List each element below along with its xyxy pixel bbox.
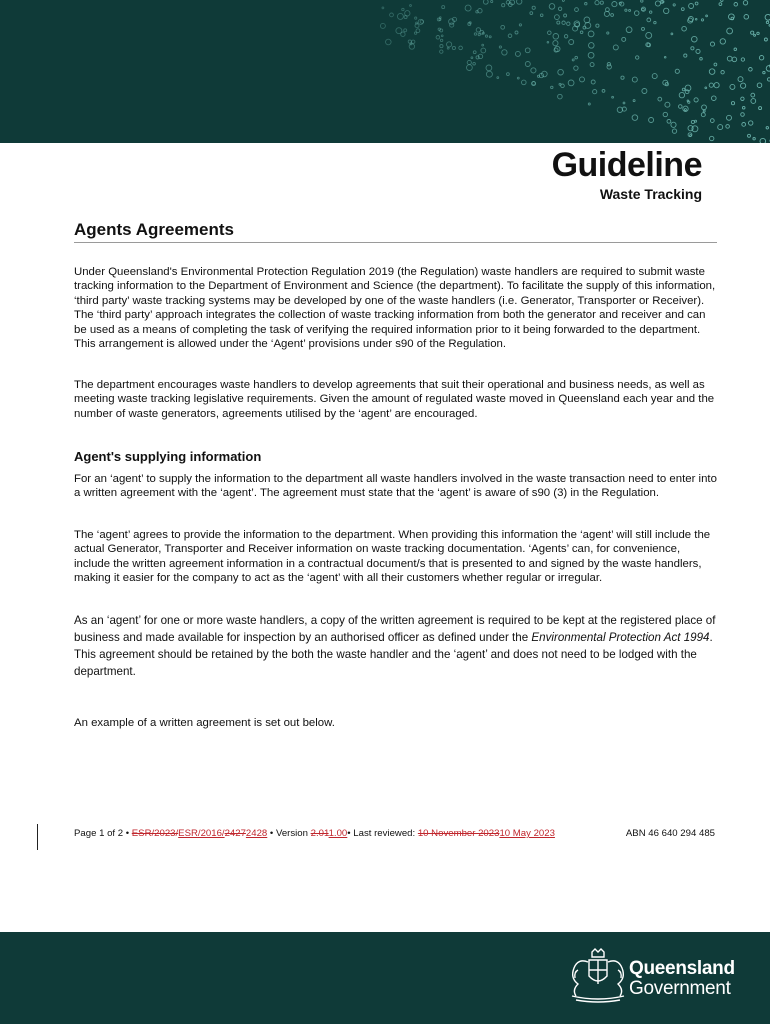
header-banner <box>0 0 770 143</box>
decorative-dot <box>763 71 765 73</box>
decorative-dot <box>593 90 597 94</box>
decorative-dot <box>738 77 743 82</box>
decorative-dot <box>442 6 445 9</box>
decorative-dot <box>649 118 654 123</box>
decorative-dot <box>727 115 732 120</box>
decorative-dot <box>564 35 567 38</box>
decorative-dot <box>564 14 567 17</box>
decorative-dot <box>690 135 692 137</box>
decorative-dot <box>765 14 770 20</box>
decorative-dot <box>568 80 574 86</box>
document-subtitle: Waste Tracking <box>599 186 702 202</box>
decorative-dot <box>478 9 482 13</box>
decorative-dot <box>476 28 480 32</box>
decorative-dot <box>742 123 746 127</box>
title-block <box>552 146 702 202</box>
decorative-dot <box>402 8 404 10</box>
decorative-dot <box>404 29 407 32</box>
decorative-dot <box>727 56 732 61</box>
abn-number: ABN 46 640 294 485 <box>625 828 715 839</box>
decorative-dot <box>557 21 560 24</box>
wordmark-line-1: Queensland <box>629 958 735 979</box>
decorative-dot <box>718 125 723 130</box>
decorative-dot <box>636 56 639 59</box>
decorative-dot <box>757 83 762 88</box>
decorative-dot <box>440 39 442 41</box>
decorative-dot <box>655 1 660 6</box>
decorative-dot <box>679 92 684 97</box>
decorative-dot <box>695 19 697 21</box>
decorative-dot <box>517 0 522 4</box>
decorative-dot <box>692 36 698 42</box>
decorative-dot <box>734 3 738 7</box>
decorative-dot <box>588 103 590 105</box>
decorative-dot <box>515 31 518 34</box>
decorative-dot <box>709 69 715 75</box>
decorative-dot <box>760 138 766 143</box>
decorative-dot <box>501 25 505 29</box>
decorative-dot <box>486 65 492 71</box>
decorative-dot <box>438 28 440 30</box>
decorative-dot <box>702 105 707 110</box>
version-label: • Version <box>267 828 311 839</box>
decorative-dot <box>632 115 638 121</box>
decorative-dot <box>764 38 767 41</box>
reviewed-label: • Last reviewed: <box>347 828 418 839</box>
decorative-dot <box>642 27 645 30</box>
decorative-dot <box>694 98 698 102</box>
decorative-dot <box>525 48 530 53</box>
queensland-coat-of-arms-icon <box>562 948 634 1004</box>
decorative-dot <box>634 11 639 16</box>
decorative-dot <box>471 57 473 59</box>
decorative-dot <box>478 34 480 36</box>
subsection-paragraph-1: For an ‘agent’ to supply the information to the department all waste handlers involved in the waste transaction need to enter into a written agreement with the ‘agent’. The agreement must state that the ‘agent’ is aware of s90 (3) in the Regulation. <box>74 473 717 500</box>
decorative-dot <box>667 119 671 123</box>
decorative-dot <box>473 51 476 54</box>
decorative-dot <box>741 97 744 100</box>
decorative-dot <box>548 31 552 35</box>
decorative-dot <box>691 120 694 123</box>
subsection-heading: Agent's supplying information <box>74 449 262 464</box>
decorative-dot <box>650 11 652 13</box>
decorative-dot <box>695 2 698 5</box>
decorative-dot <box>562 0 564 1</box>
ref-number-inserted: 2428 <box>245 828 268 839</box>
decorative-dot <box>386 39 392 45</box>
decorative-dot <box>751 31 754 34</box>
decorative-dot <box>467 65 473 71</box>
decorative-dot <box>673 4 675 6</box>
decorative-dot <box>652 74 657 79</box>
decorative-dot <box>459 46 463 50</box>
decorative-dot <box>706 15 708 17</box>
decorative-dot <box>617 107 622 112</box>
decorative-dot <box>390 13 394 17</box>
decorative-dot <box>720 39 725 44</box>
decorative-dot <box>749 68 753 72</box>
decorative-dot <box>766 21 768 23</box>
decorative-dot <box>551 86 553 88</box>
decorative-dot <box>684 54 687 57</box>
decorative-dot <box>506 1 510 5</box>
decorative-dot <box>436 36 440 40</box>
decorative-dot <box>665 102 670 107</box>
decorative-dot <box>489 36 491 38</box>
decorative-dot <box>626 27 632 33</box>
act-name: Environmental Protection Act 1994 <box>531 631 710 644</box>
decorative-dot <box>549 4 555 10</box>
decorative-dot <box>709 83 713 87</box>
intro-paragraph-1: Under Queensland's Environmental Protection Regulation 2019 (the Regulation) waste handlers are required to submit waste tracking information to the Department of Environment and Science (the department). To facilitate the supply of this information, ‘third party’ waste tracking systems may be developed by one of the waste handlers (i.e. Generator, Transporter or Receiver). The ‘third party’ approach integrates the collection of waste tracking information from both the generator and receiver and can be used as a means of completing the task of verifying the required information prior to it being forwarded to the department. This arrangement is allowed under the ‘Agent’ provisions under s90 of the Regulation. <box>74 266 716 351</box>
decorative-dot <box>515 51 520 56</box>
intro-paragraph-2: The department encourages waste handlers to develop agreements that suit their operational and business needs, as well as meeting waste tracking legislative requirements. Given the amount of regulated waste moved in Queensland each year and the number of waste generators, agreements utilised by the ‘agent’ are encouraged. <box>74 379 715 420</box>
decorative-dot <box>622 37 626 41</box>
decorative-dot <box>719 3 722 6</box>
decorative-dot <box>705 87 707 89</box>
decorative-dot <box>401 32 405 36</box>
decorative-dot <box>530 12 533 15</box>
decorative-dot <box>589 43 595 49</box>
ref-inserted: ESR/2016/ <box>178 828 225 839</box>
decorative-dot <box>681 8 684 11</box>
decorative-dot <box>595 1 599 5</box>
decorative-dot <box>632 77 637 82</box>
decorative-dot <box>483 0 488 4</box>
decorative-dot <box>585 3 587 5</box>
queensland-government-wordmark <box>629 959 735 999</box>
decorative-dot <box>612 2 617 7</box>
decorative-dot <box>647 18 651 22</box>
decorative-dot <box>633 100 635 102</box>
decorative-dot <box>732 57 737 62</box>
decorative-dot <box>672 129 676 133</box>
decorative-dot <box>558 69 564 75</box>
decorative-dot <box>508 34 512 38</box>
decorative-dot <box>580 77 585 82</box>
decorative-dot <box>664 8 669 13</box>
decorative-dot <box>412 40 415 43</box>
decorative-dot <box>696 49 700 53</box>
decorative-dot <box>450 23 454 27</box>
decorative-dot <box>502 4 505 7</box>
decorative-dot <box>486 71 492 77</box>
decorative-dot <box>553 34 559 40</box>
decorative-dot <box>583 26 586 29</box>
decorative-dot <box>596 24 599 27</box>
decorative-dot <box>621 76 624 79</box>
decorative-dot <box>742 106 745 109</box>
decorative-dot <box>744 14 749 19</box>
decorative-dot <box>613 45 618 50</box>
decorative-dot <box>473 62 476 65</box>
decorative-dot <box>700 58 703 61</box>
decorative-dot <box>532 6 535 9</box>
decorative-dot <box>517 77 519 79</box>
decorative-dot <box>481 48 486 53</box>
decorative-dot <box>502 50 507 55</box>
decorative-dot <box>612 96 614 98</box>
decorative-dot <box>607 62 610 65</box>
decorative-dot <box>766 127 768 129</box>
page-number: Page 1 of 2 • <box>74 828 132 839</box>
decorative-dot <box>721 71 724 74</box>
date-deleted: 10 November 2023 <box>417 828 500 839</box>
decorative-dot <box>441 35 443 37</box>
decorative-dot <box>642 89 647 94</box>
decorative-dot <box>701 113 705 117</box>
decorative-dot <box>405 11 410 16</box>
decorative-dot <box>689 4 694 9</box>
decorative-dot <box>741 83 746 88</box>
decorative-dot <box>447 42 452 47</box>
decorative-dot <box>714 83 719 88</box>
date-inserted: 10 May 2023 <box>499 828 555 839</box>
decorative-dot <box>572 59 574 61</box>
revision-change-bar <box>37 824 38 850</box>
decorative-dot <box>703 110 705 112</box>
decorative-dot <box>380 23 385 28</box>
decorative-dot <box>721 0 723 2</box>
decorative-dot <box>602 90 605 93</box>
decorative-dot <box>440 50 443 53</box>
decorative-dot <box>749 121 753 125</box>
decorative-dot <box>611 14 614 17</box>
decorative-dot <box>525 62 530 67</box>
decorative-dot <box>754 34 756 36</box>
decorative-dot <box>751 99 756 104</box>
decorative-dot <box>759 56 763 60</box>
decorative-dot <box>540 14 543 17</box>
decorative-dot <box>522 80 527 85</box>
decorative-dot <box>684 109 686 111</box>
decorative-dot <box>452 46 455 49</box>
decorative-dot <box>658 97 662 101</box>
decorative-dot <box>600 1 603 4</box>
decorative-dot <box>604 11 609 16</box>
decorative-dot <box>485 35 487 37</box>
decorative-dot <box>397 13 403 19</box>
decorative-dot <box>623 102 625 104</box>
decorative-dot <box>465 5 471 11</box>
decorative-dot <box>730 84 735 89</box>
decorative-dot <box>741 58 744 61</box>
decorative-dot <box>497 77 499 79</box>
decorative-dot <box>575 8 579 12</box>
decorative-dot <box>575 56 578 59</box>
decorative-dot <box>574 66 578 70</box>
decorative-dot <box>415 17 417 19</box>
decorative-dot <box>607 32 609 34</box>
decorative-dot <box>553 41 558 46</box>
ref-deleted: ESR/2023/ <box>131 828 179 839</box>
decorative-dot <box>710 42 714 46</box>
decorative-dot <box>625 9 627 11</box>
ref-number-deleted: 2427 <box>224 828 246 839</box>
decorative-dot <box>562 21 565 24</box>
version-deleted: 2.01 <box>310 828 329 839</box>
decorative-dot <box>491 0 493 2</box>
decorative-dot <box>748 134 751 137</box>
decorative-dot <box>671 122 676 127</box>
decorative-dot <box>474 33 476 35</box>
decorative-dot <box>757 32 759 34</box>
example-intro: An example of a written agreement is set out below. <box>74 717 335 729</box>
decorative-dot <box>646 32 652 38</box>
decorative-dot <box>675 69 679 73</box>
decorative-dot <box>591 80 595 84</box>
decorative-dot <box>714 63 717 66</box>
decorative-dot <box>671 33 673 35</box>
decorative-dot <box>751 93 755 97</box>
decorative-dot <box>727 28 733 34</box>
decorative-dot <box>687 100 689 102</box>
section-heading: Agents Agreements <box>74 220 717 243</box>
decorative-dot <box>682 26 687 31</box>
decorative-dot <box>559 83 561 85</box>
version-inserted: 1.00 <box>328 828 348 839</box>
decorative-dot <box>414 32 416 34</box>
decorative-dot <box>710 119 714 123</box>
decorative-dot <box>679 105 683 109</box>
decorative-dot <box>712 96 717 101</box>
decorative-dot <box>519 24 521 26</box>
decorative-dot <box>743 1 747 5</box>
decorative-dot <box>641 0 643 2</box>
decorative-dot <box>507 73 510 76</box>
decorative-dot <box>482 44 484 46</box>
decorative-dot <box>701 19 703 21</box>
decorative-dot <box>691 47 694 50</box>
decorative-dot <box>408 40 411 43</box>
dot-pattern-decoration <box>0 0 770 143</box>
decorative-dot <box>590 63 594 67</box>
decorative-dot <box>447 47 449 49</box>
decorative-dot <box>588 31 594 37</box>
decorative-dot <box>567 22 570 25</box>
decorative-dot <box>531 68 536 73</box>
document-title: Guideline <box>551 146 702 184</box>
decorative-dot <box>629 9 631 11</box>
decorative-dot <box>654 21 656 23</box>
subsection-paragraph-2: The ‘agent’ agrees to provide the information to the department. When providing this information the ‘agent’ will still include the actual Generator, Transporter and Receiver information on waste tracking documentation. ‘Agents’ can, for convenience, include the written agreement information in a contractual document/s that is presented to and signed by the waste handlers, making it easier for the company to act as the ‘agent’ with all their customers whether regular or irregular. <box>74 529 711 585</box>
decorative-dot <box>558 94 563 99</box>
decorative-dot <box>467 60 471 64</box>
decorative-dot <box>664 57 666 59</box>
decorative-dot <box>710 136 714 140</box>
decorative-dot <box>440 45 443 48</box>
subsection-paragraph-3: As an ‘agent’ for one or more waste handlers, a copy of the written agreement is required to be kept at the registered place of business and made available for inspection by an authorised officer as defined under the Environmental Protection Act 1994. This agreement should be retained by the both the waste handler and the ‘agent’ and does not need to be lodged with the department. <box>74 614 716 678</box>
decorative-dot <box>382 7 384 9</box>
decorative-dot <box>726 125 730 129</box>
decorative-dot <box>555 15 560 20</box>
decorative-dot <box>663 112 667 116</box>
page-footer <box>74 828 719 839</box>
decorative-dot <box>499 46 501 48</box>
decorative-dot <box>580 31 583 34</box>
decorative-dot <box>547 42 549 44</box>
decorative-dot <box>741 113 745 117</box>
decorative-dot <box>759 107 762 110</box>
decorative-dot <box>558 7 561 10</box>
decorative-dot <box>588 52 594 58</box>
decorative-dot <box>682 88 685 91</box>
wordmark-line-2: Government <box>629 978 731 999</box>
decorative-dot <box>734 48 737 51</box>
decorative-dot <box>410 5 412 7</box>
decorative-dot <box>569 40 574 45</box>
decorative-dot <box>731 102 734 105</box>
decorative-dot <box>584 17 590 23</box>
decorative-dot <box>753 138 755 140</box>
